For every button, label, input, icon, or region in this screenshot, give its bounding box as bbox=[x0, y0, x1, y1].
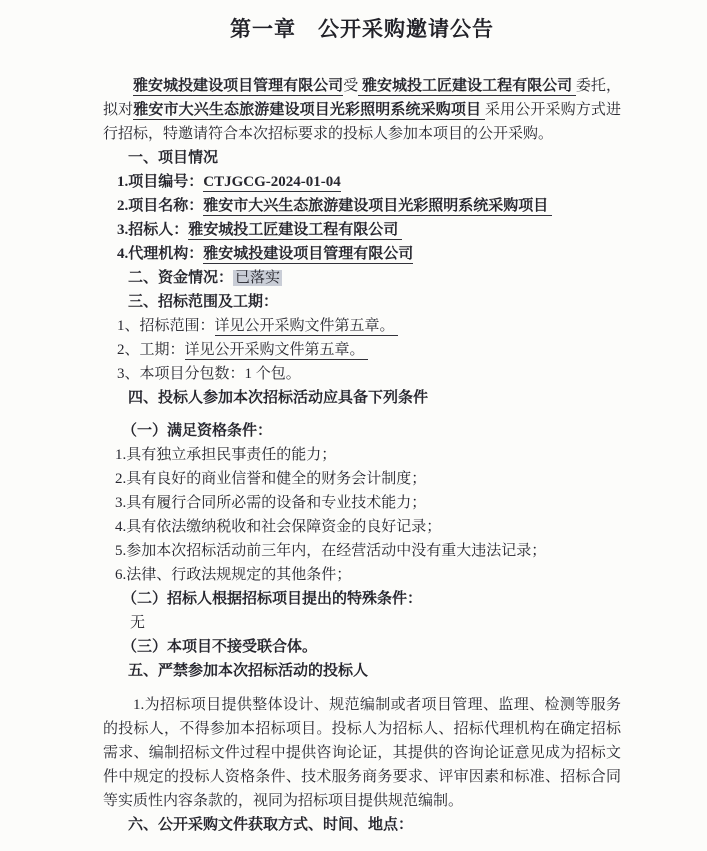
no-consortium-heading: （三）本项目不接受联合体。 bbox=[122, 639, 318, 655]
funding-heading: 二、资金情况： bbox=[128, 270, 234, 286]
duration-row bbox=[117, 338, 621, 362]
tenderee-value: 雅安城投工匠建设工程有限公司 bbox=[188, 222, 403, 238]
tenderee-label: 3.招标人： bbox=[117, 222, 189, 238]
qualification-item: 6.法律、行政法规规定的其他条件； bbox=[115, 567, 352, 583]
section-4-heading: 四、投标人参加本次招标活动应具备下列条件 bbox=[128, 390, 429, 406]
agent-label: 4.代理机构： bbox=[117, 246, 204, 262]
special-conditions-value: 无 bbox=[130, 615, 146, 631]
agency-company-name: 雅安城投建设项目管理有限公司 bbox=[133, 78, 344, 94]
duration-label: 2、工期： bbox=[117, 342, 185, 358]
page-title: 第一章 公开采购邀请公告 bbox=[230, 17, 494, 41]
packages-row: 3、本项目分包数：1 个包。 bbox=[117, 366, 301, 382]
scope-value: 详见公开采购文件第五章。 bbox=[214, 318, 399, 334]
intro-segment: 受 bbox=[343, 78, 359, 94]
intro-segment: 委托，拟对 bbox=[103, 78, 621, 118]
section-2-heading-row bbox=[128, 266, 621, 290]
project-number-label: 1.项目编号： bbox=[117, 174, 204, 190]
project-number-row bbox=[117, 170, 621, 194]
section-6-heading: 六、公开采购文件获取方式、时间、地点： bbox=[128, 817, 414, 833]
agent-value: 雅安城投建设项目管理有限公司 bbox=[203, 246, 414, 262]
qualification-item: 3.具有履行合同所必需的设备和专业技术能力； bbox=[115, 495, 427, 511]
duration-value: 详见公开采购文件第五章。 bbox=[184, 342, 369, 358]
project-name-value: 雅安市大兴生态旅游建设项目光彩照明系统采购项目 bbox=[203, 198, 553, 214]
special-conditions-heading: （二）招标人根据招标项目提出的特殊条件： bbox=[122, 591, 423, 607]
qualification-item: 1.具有独立承担民事责任的能力； bbox=[115, 447, 337, 463]
project-name-label: 2.项目名称： bbox=[117, 198, 204, 214]
intro-paragraph bbox=[103, 74, 621, 146]
project-name-row bbox=[117, 194, 621, 218]
scope-row bbox=[117, 314, 621, 338]
funding-status-highlight: 已落实 bbox=[235, 270, 281, 286]
section-1-heading: 一、项目情况 bbox=[128, 150, 219, 166]
intro-segment: 采用公开采购方式进行招标，特邀请符合本次招标要求的投标人参加本项目的公开采购。 bbox=[103, 102, 621, 142]
qualification-item: 2.具有良好的商业信誉和健全的财务会计制度； bbox=[115, 471, 427, 487]
qualification-sub-heading: （一）满足资格条件： bbox=[122, 423, 273, 439]
section-5-heading: 五、严禁参加本次招标活动的投标人 bbox=[128, 663, 369, 679]
agent-row bbox=[117, 242, 621, 266]
prohibited-paragraph: 1.为招标项目提供整体设计、规范编制或者项目管理、监理、检测等服务的投标人，不得参加本招标项目。投标人为招标人、招标代理机构在确定招标需求、编制招标文件过程中提供咨询论证，其提供的咨询论证意见成为招标文件中规定的投标人资格条件、技术服务商务要求、评审因素和标准、招标合同等实质性内容条款的，视同为招标项目提供规范编制。 bbox=[103, 697, 621, 809]
scope-label: 1、招标范围： bbox=[117, 318, 215, 334]
client-company-name: 雅安城投工匠建设工程有限公司 bbox=[358, 78, 576, 94]
section-3-heading: 三、招标范围及工期： bbox=[128, 294, 279, 310]
project-name: 雅安市大兴生态旅游建设项目光彩照明系统采购项目 bbox=[133, 102, 485, 118]
qualification-item: 5.参加本次招标活动前三年内，在经营活动中没有重大违法记录； bbox=[115, 543, 547, 559]
tenderee-row bbox=[117, 218, 621, 242]
qualification-item: 4.具有依法缴纳税收和社会保障资金的良好记录； bbox=[115, 519, 442, 535]
project-number-value: CTJGCG-2024-01-04 bbox=[203, 174, 341, 190]
